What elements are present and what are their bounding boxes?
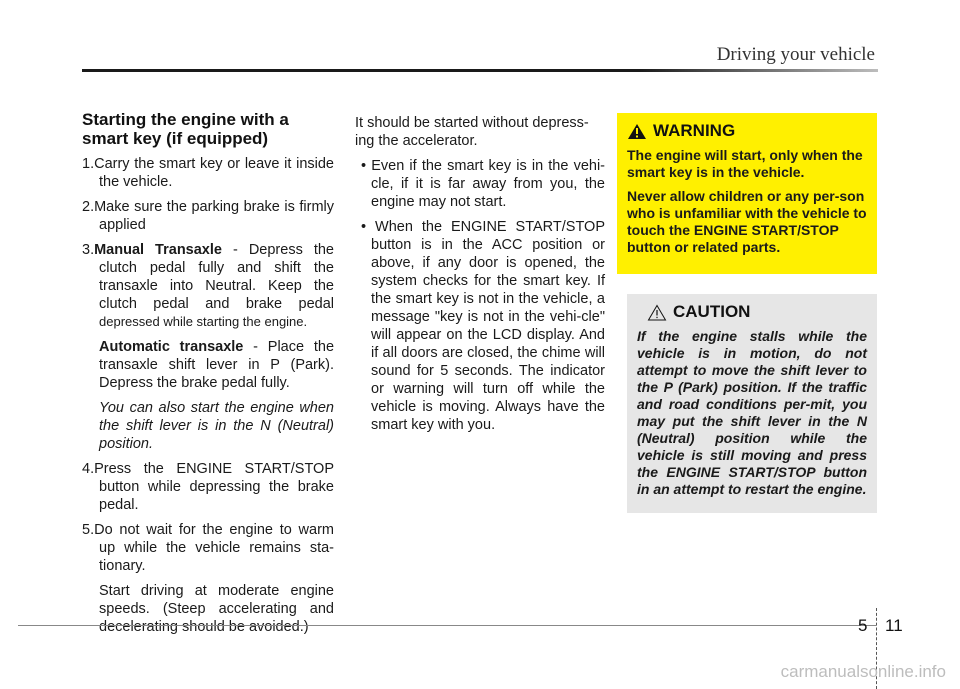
- middle-column: [355, 114, 605, 441]
- caution-header: [637, 302, 867, 322]
- step-3: [82, 241, 334, 331]
- automatic-transaxle-text: - Place the transaxle shift lever in P (Park). Depress the brake pedal fully.: [99, 339, 335, 391]
- step-3-number: 3.: [82, 242, 95, 258]
- step-4: 4.Press the ENGINE START/STOP button while depressing the brake pedal.: [82, 461, 334, 513]
- step-5-sub: Start driving at moderate engine speeds. (Steep accelerating and decelerating should be avoided.): [99, 583, 334, 635]
- caution-text: If the engine stalls while the vehicle is in motion, do not attempt to move the shift lever to the P (Park) position. If the traffic and road conditions per-mit, you may put the shift lever in the N (Neutral) position while the vehicle is still moving and press the ENGINE START/STOP button in an attempt to restart the engine.: [637, 328, 867, 497]
- warning-paragraph-2: Never allow children or any per-son who is unfamiliar with the vehicle to touch the ENGINE START/STOP button or related parts.: [627, 188, 867, 255]
- caution-triangle-icon: [647, 304, 667, 321]
- step-3-text: - Depress the clutch pedal fully and shift the transaxle into Neutral. Keep the clutch pedal and brake pedal: [99, 242, 334, 312]
- bullet-icon: •: [361, 158, 372, 174]
- footer-rule: [18, 625, 876, 626]
- page-number: 11: [885, 616, 903, 635]
- bullet-icon: •: [361, 219, 376, 235]
- warning-box: [617, 113, 877, 274]
- left-column: [82, 110, 334, 643]
- warning-title: WARNING: [653, 121, 736, 140]
- warning-header: [627, 121, 867, 141]
- step-3-text-small: depressed while starting the engine.: [99, 314, 308, 329]
- warning-triangle-icon: [627, 123, 647, 140]
- header-rule: [82, 69, 878, 72]
- chapter-number: 5: [858, 616, 868, 635]
- automatic-transaxle-label: Automatic transaxle: [99, 339, 244, 355]
- bullet-item-1: [355, 157, 605, 211]
- bullet-item-2: [355, 218, 605, 434]
- caution-box: [627, 294, 877, 513]
- section-title: Starting the engine with a smart key (if equipped): [82, 110, 289, 148]
- watermark-text: carmanualsonline.info: [780, 662, 946, 681]
- bullet-text: When the ENGINE START/STOP button is in the ACC position or above, if any door is opened, the system checks for the smart key. If the smart key is not in the vehicle, a message "key is not in the vehi-cle" will appear on the LCD display. And if all doors are closed, the chime will sound for 5 seconds. The indicator or warning will turn off while the vehicle is moving. Always have the smart key with you.: [371, 219, 605, 433]
- step-2: 2.Make sure the parking brake is firmly applied: [82, 199, 334, 233]
- bullet-text: Even if the smart key is in the vehi-cle, if it is far away from you, the engine may not start.: [371, 158, 606, 210]
- intro-paragraph: It should be started without depress-ing the accelerator.: [355, 115, 589, 149]
- step-5: 5.Do not wait for the engine to warm up while the vehicle remains sta-tionary.: [82, 522, 334, 574]
- section-header-title: Driving your vehicle: [716, 44, 875, 65]
- manual-transaxle-label: Manual Transaxle: [94, 242, 222, 258]
- step-1: 1.Carry the smart key or leave it inside the vehicle.: [82, 156, 334, 190]
- caution-title: CAUTION: [673, 302, 751, 321]
- neutral-note: You can also start the engine when the shift lever is in the N (Neutral) position.: [99, 400, 334, 452]
- automatic-transaxle-paragraph: [82, 338, 334, 392]
- warning-paragraph-1: The engine will start, only when the smart key is in the vehicle.: [627, 147, 863, 180]
